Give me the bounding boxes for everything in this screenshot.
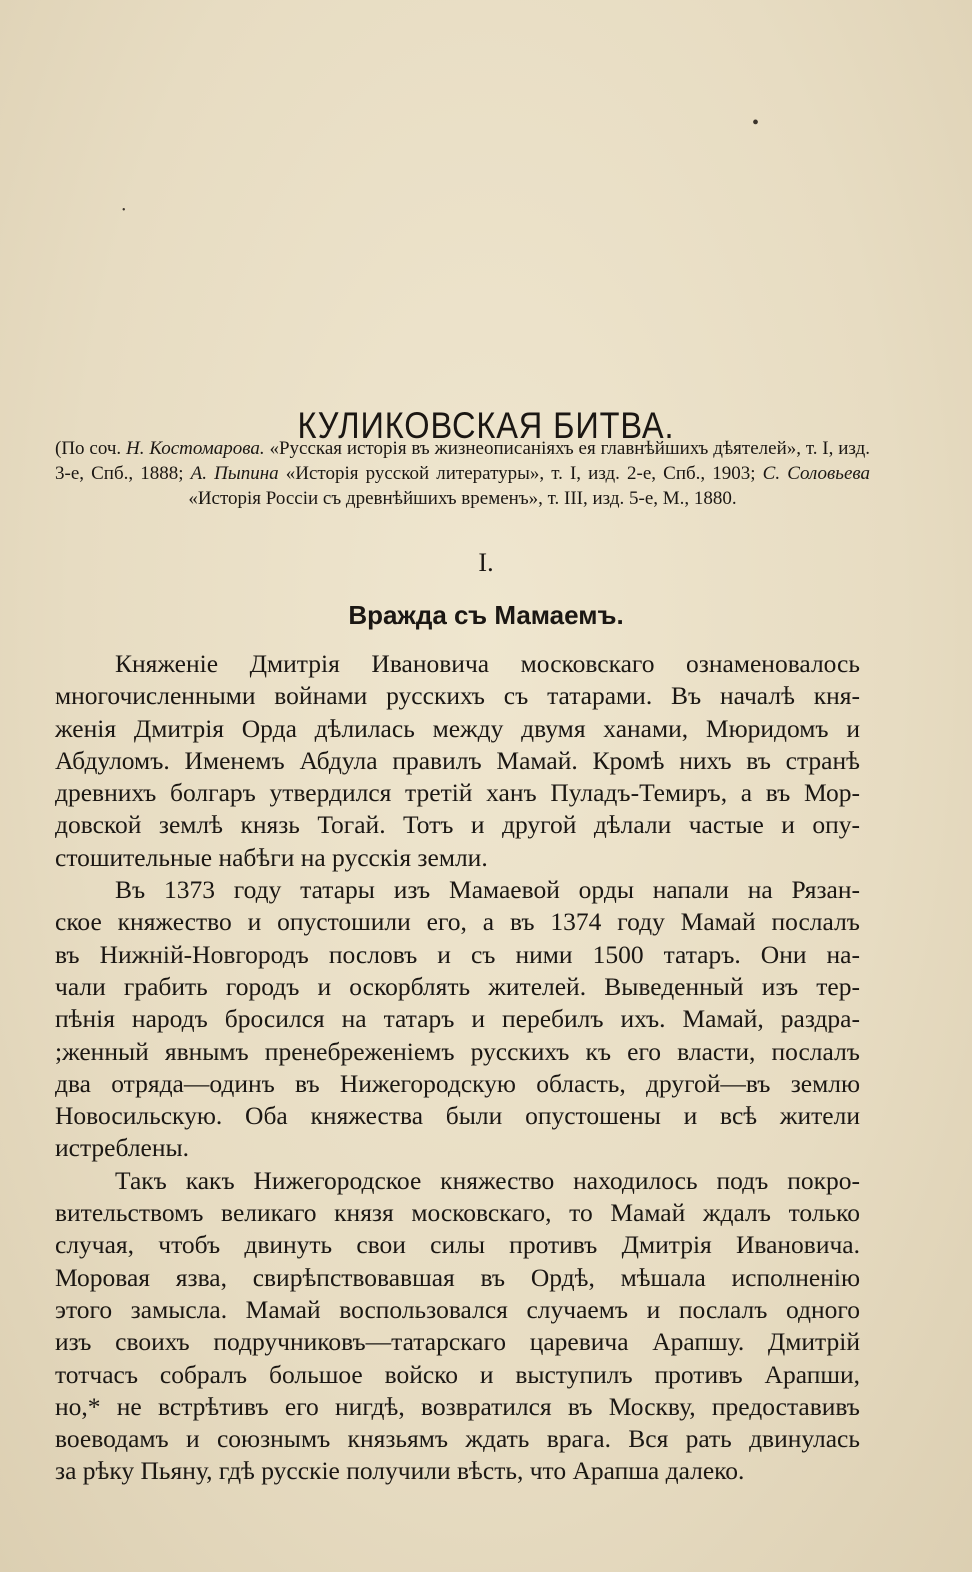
chapter-heading: Вражда съ Мамаемъ. bbox=[348, 600, 624, 630]
text-line: но,* не встрѣтивъ его нигдѣ, возвратился въ Москву, предоставивъ bbox=[55, 1391, 860, 1421]
paragraph bbox=[55, 874, 860, 1165]
text-line: истреблены. bbox=[55, 1133, 190, 1163]
text-line: въ Нижній-Новгородъ пословъ и съ ними 1500 татаръ. Они на- bbox=[55, 939, 860, 969]
paragraph bbox=[55, 1165, 860, 1488]
text-line: этого замысла. Мамай воспользовался случаемъ и послалъ одного bbox=[55, 1294, 860, 1324]
citation-author-kostomarov: Н. Костомарова. bbox=[126, 438, 265, 459]
text-line: воеводамъ и союзнымъ князьямъ ждать врага. Вся рать двинулась bbox=[55, 1424, 860, 1454]
source-citation bbox=[55, 436, 870, 511]
paragraph bbox=[55, 648, 860, 874]
body-text bbox=[55, 648, 860, 1488]
citation-work-kostomarov: «Русская исторія въ жизнеописаніяхъ ея главнѣйшихъ дѣятелей», т. I, изд. 3-е, Спб., 1888; bbox=[55, 438, 870, 484]
text-line: пѣнія народъ бросился на татаръ и перебилъ ихъ. Мамай, раздра- bbox=[55, 1004, 860, 1034]
citation-author-soloviev: С. Соловьева bbox=[762, 463, 870, 484]
text-line: древнихъ болгаръ утвердился третій ханъ Пуладъ-Темиръ, а въ Мор- bbox=[55, 778, 860, 808]
ink-speck: • bbox=[752, 112, 760, 134]
text-line: ;женный явнымъ пренебреженіемъ русскихъ къ его власти, послалъ bbox=[55, 1036, 860, 1066]
text-line: Княженіе Дмитрія Ивановича московскаго ознаменовалось bbox=[115, 649, 860, 678]
text-line: два отряда—одинъ въ Нижегородскую область, другой—въ землю bbox=[55, 1068, 860, 1098]
text-line: случая, чтобъ двинуть свои силы противъ Дмитрія Ивановича. bbox=[55, 1230, 860, 1260]
text-line: стошительные набѣги на русскія земли. bbox=[55, 842, 488, 872]
text-line: изъ своихъ подручниковъ—татарскаго царевича Арапшу. Дмитрій bbox=[55, 1327, 860, 1357]
text-line: женія Дмитрія Орда дѣлилась между двумя ханами, Мюридомъ и bbox=[55, 713, 860, 743]
text-line: ское княжество и опустошили его, а въ 1374 году Мамай послалъ bbox=[55, 907, 860, 937]
ink-speck: • bbox=[122, 205, 126, 216]
text-line: довской землѣ князь Тогай. Тотъ и другой дѣлали частые и опу- bbox=[55, 810, 860, 840]
text-line: чали грабить городъ и оскорблять жителей. Выведенный изъ тер- bbox=[55, 971, 860, 1001]
text-line: за рѣку Пьяну, гдѣ русскіе получили вѣсть, что Арапша далеко. bbox=[55, 1456, 745, 1486]
text-line: Въ 1373 году татары изъ Мамаевой орды напали на Рязан- bbox=[115, 875, 860, 905]
text-line: Такъ какъ Нижегородское княжество находилось подъ покро- bbox=[115, 1165, 860, 1195]
text-line: многочисленными войнами русскихъ съ татарами. Въ началѣ кня- bbox=[55, 681, 860, 711]
text-line: Абдуломъ. Именемъ Абдула правилъ Мамай. Кромѣ нихъ въ странѣ bbox=[55, 745, 860, 775]
citation-author-pypin: А. Пыпина bbox=[190, 463, 279, 484]
citation-open: (По соч. bbox=[55, 438, 126, 459]
text-line: Моровая язва, свирѣпствовавшая въ Ордѣ, мѣшала исполненію bbox=[55, 1262, 860, 1292]
citation-work-soloviev: «Исторія Россіи съ древнѣйшихъ временъ», т. III, изд. 5-е, М., 1880. bbox=[188, 488, 737, 509]
text-line: Новосильскую. Оба княжества были опустошены и всѣ жители bbox=[55, 1101, 860, 1131]
citation-work-pypin: «Исторія русской литературы», т. I, изд. 2-е, Спб., 1903; bbox=[278, 463, 763, 484]
page-title: КУЛИКОВСКАЯ БИТВА. bbox=[297, 404, 675, 446]
text-line: тотчасъ собралъ большое войско и выступилъ противъ Арапши, bbox=[55, 1359, 860, 1389]
text-line: вительствомъ великаго князя московскаго, то Мамай ждалъ только bbox=[55, 1198, 860, 1228]
chapter-number: I. bbox=[478, 548, 494, 577]
